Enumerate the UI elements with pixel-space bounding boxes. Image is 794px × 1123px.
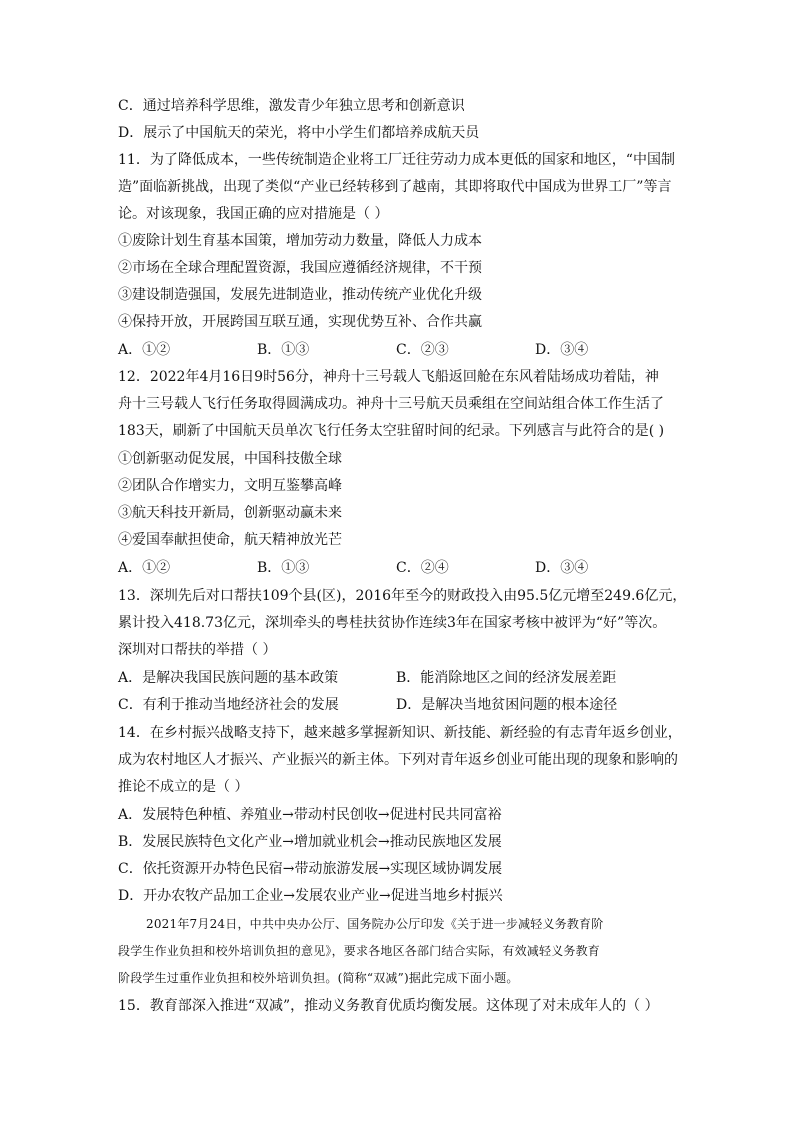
q13-option-d: D．是解决当地贫困问题的根本途径 — [396, 697, 618, 713]
q14-option-b: B．发展民族特色文化产业→增加就业机会→推动民族地区发展 — [118, 834, 502, 850]
q11-option-c: C．②③ — [396, 342, 449, 358]
q11-option-a: A．①② — [118, 342, 171, 358]
q12-option-d: D．③④ — [535, 560, 589, 576]
q14-option-d: D．开办农牧产品加工企业→发展农业产业→促进当地乡村振兴 — [118, 888, 503, 904]
q12-statement-2: ②团队合作增实力，文明互鉴攀高峰 — [118, 478, 342, 494]
material-line3: 阶段学生过重作业负担和校外培训负担。(简称“双减”)据此完成下面小题。 — [118, 971, 519, 985]
q11-stem-line2: 造”面临新挑战，出现了类似“产业已经转移到了越南，其即将取代中国成为世界工厂”等言 — [118, 179, 672, 195]
q11-stem-line1: 11．为了降低成本，一些传统制造企业将工厂迁往劳动力成本更低的国家和地区，“中国制 — [118, 152, 675, 168]
q12-statement-3: ③航天科技开新局，创新驱动赢未来 — [118, 505, 342, 521]
q11-statement-1: ①废除计划生育基本国策，增加劳动力数量，降低人力成本 — [118, 233, 482, 249]
q12-stem-line1: 12．2022年4月16日9时56分，神舟十三号载人飞船返回舱在东风着陆场成功着陆，神 — [118, 369, 659, 385]
q13-option-b: B．能消除地区之间的经济发展差距 — [396, 670, 617, 686]
q13-stem-line2: 累计投入418.73亿元，深圳牵头的粤桂扶贫协作连续3年在国家考核中被评为“好”等次。 — [118, 615, 667, 631]
q14-stem-line1: 14．在乡村振兴战略支持下，越来越多掌握新知识、新技能、新经验的有志青年返乡创业， — [118, 725, 682, 741]
q13-stem-line1: 13．深圳先后对口帮扶109个县(区)，2016年至今的财政投入由95.5亿元增至249.6亿元， — [118, 588, 687, 604]
q12-option-b: B．①③ — [257, 560, 310, 576]
q13-option-a: A．是解决我国民族问题的基本政策 — [118, 670, 339, 686]
q14-stem-line2: 成为农村地区人才振兴、产业振兴的新主体。下列对青年返乡创业可能出现的现象和影响的 — [118, 752, 678, 768]
q12-option-c: C．②④ — [396, 560, 449, 576]
q13-stem-line3: 深圳对口帮扶的举措（ ） — [118, 642, 277, 658]
q11-statement-4: ④保持开放，开展跨国互联互通，实现优势互补、合作共赢 — [118, 314, 482, 330]
q12-stem-line2: 舟十三号载人飞行任务取得圆满成功。神舟十三号航天员乘组在空间站组合体工作生活了 — [118, 396, 664, 412]
q12-option-a: A．①② — [118, 560, 171, 576]
q11-option-d: D．③④ — [535, 342, 589, 358]
material-line1: 2021年7月24日，中共中央办公厅、国务院办公厅印发《关于进一步减轻义务教育阶 — [146, 917, 604, 931]
q12-stem-line3: 183天，刷新了中国航天员单次飞行任务太空驻留时间的纪录。下列感言与此符合的是( ) — [118, 423, 665, 439]
q13-option-c: C．有利于推动当地经济社会的发展 — [118, 697, 339, 713]
q14-stem-line3: 推论不成立的是（ ） — [118, 779, 249, 795]
material-line2: 段学生作业负担和校外培训负担的意见》，要求各地区各部门结合实际，有效减轻义务教育 — [118, 944, 601, 958]
q14-option-a: A．发展特色种植、养殖业→带动村民创收→促进村民共同富裕 — [118, 807, 502, 823]
q11-statement-3: ③建设制造强国，发展先进制造业，推动传统产业优化升级 — [118, 287, 482, 303]
q11-stem-line3: 论。对该现象，我国正确的应对措施是（ ） — [118, 206, 389, 222]
q14-option-c: C．依托资源开办特色民宿→带动旅游发展→实现区域协调发展 — [118, 861, 503, 877]
q15-stem-line1: 15．教育部深入推进“双减”，推动义务教育优质均衡发展。这体现了对未成年人的（ ） — [118, 998, 659, 1014]
q12-statement-4: ④爱国奉献担使命，航天精神放光芒 — [118, 532, 342, 548]
q10-option-c: C．通过培养科学思维，激发青少年独立思考和创新意识 — [118, 98, 465, 114]
q10-option-d: D．展示了中国航天的荣光，将中小学生们都培养成航天员 — [118, 125, 480, 141]
q12-statement-1: ①创新驱动促发展，中国科技傲全球 — [118, 451, 342, 467]
q11-statement-2: ②市场在全球合理配置资源，我国应遵循经济规律，不干预 — [118, 260, 482, 276]
q11-option-b: B．①③ — [257, 342, 310, 358]
